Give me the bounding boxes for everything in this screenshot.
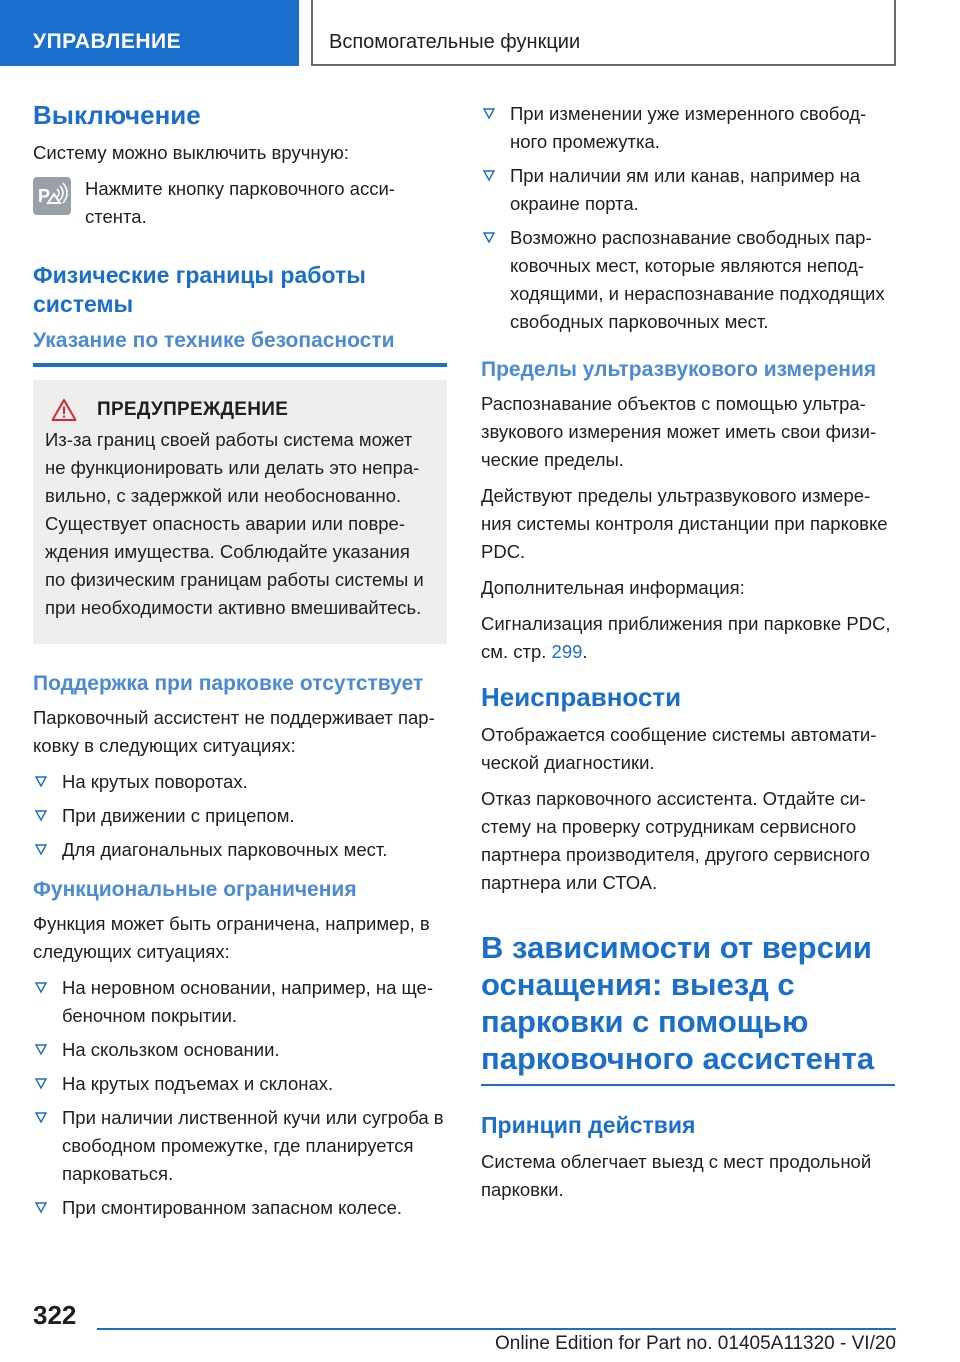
button-instruction xyxy=(33,175,447,231)
paragraph-ultrasonic-4 xyxy=(481,610,895,666)
paragraph-ultrasonic-2: Действуют пределы ультразвукового измере-ния системы контроля дистанции при парковке PDC. xyxy=(481,485,888,562)
heading-switch-off: Выключение xyxy=(33,100,201,130)
warning-text: Из-за границ своей работы система может не функционировать или делать это непра-вильно, с задержкой или необоснованно. Существует опасность аварии или повре-ждения имущества. Соблюдайте указания по физическим границам работы системы и при необходимости активно вмешивайтесь. xyxy=(45,429,424,618)
right-column xyxy=(481,100,895,1212)
warning-header xyxy=(45,398,435,422)
paragraph-ultrasonic-3: Дополнительная информация: xyxy=(481,577,745,598)
list-item-text: Для диагональных парковочных мест. xyxy=(62,839,388,860)
list-item-text: При наличии лиственной кучи или сугроба в свободном промежутке, где планируется парковаться. xyxy=(62,1107,444,1184)
list-item xyxy=(33,1070,447,1098)
list-functional-limits-continued xyxy=(481,100,895,336)
heading-safety-note: Указание по технике безопасности xyxy=(33,327,447,367)
bullet-triangle-icon xyxy=(483,170,495,182)
svg-text:P: P xyxy=(38,186,51,206)
heading-ultrasonic-limits: Пределы ультразвукового измерения xyxy=(481,358,877,381)
list-item-text: При смонтированном запасном колесе. xyxy=(62,1197,403,1218)
list-item-text: На крутых подъемах и склонах. xyxy=(62,1073,334,1094)
heading-exit-parking: В зависимости от версии оснащения: выезд с парковки с помощью парковочного ассистента xyxy=(481,929,895,1086)
list-item-text: При наличии ям или канав, например на окраине порта. xyxy=(510,165,861,214)
warning-title: ПРЕДУПРЕЖДЕНИЕ xyxy=(97,399,289,420)
bullet-triangle-icon xyxy=(35,1202,47,1214)
paragraph-switch-off: Систему можно выключить вручную: xyxy=(33,142,349,163)
heading-principle: Принцип действия xyxy=(481,1112,696,1138)
bullet-triangle-icon xyxy=(35,776,47,788)
list-item xyxy=(33,802,447,830)
parking-assistant-button-icon xyxy=(33,177,71,215)
list-item-text: Возможно распознавание свободных пар-ковочных мест, которые являются непод-ходящими, и нераспознавание подходящих свободных парковочных мест. xyxy=(510,227,885,332)
warning-triangle-icon xyxy=(51,398,77,422)
left-column xyxy=(33,100,447,1234)
list-item xyxy=(481,162,895,218)
list-item xyxy=(33,974,447,1030)
list-item-text: При движении с прицепом. xyxy=(62,805,295,826)
paragraph-malfunctions-1: Отображается сообщение системы автомати-ческой диагностики. xyxy=(481,724,877,773)
list-item-text: При изменении уже измеренного свобод-ного промежутка. xyxy=(510,103,867,152)
bullet-triangle-icon xyxy=(35,1078,47,1090)
list-item xyxy=(33,1036,447,1064)
page-footer xyxy=(0,1290,960,1362)
bullet-triangle-icon xyxy=(35,1044,47,1056)
list-item-text: На скользком основании. xyxy=(62,1039,280,1060)
bullet-triangle-icon xyxy=(35,844,47,856)
paragraph-no-support: Парковочный ассистент не поддерживает пар-ковку в следующих ситуациях: xyxy=(33,707,435,756)
list-item-text: На крутых поворотах. xyxy=(62,771,248,792)
page-number: 322 xyxy=(33,1300,77,1330)
heading-physical-limits: Физические границы работы системы xyxy=(33,262,366,317)
bullet-triangle-icon xyxy=(35,1112,47,1124)
list-item xyxy=(481,100,895,156)
list-no-support xyxy=(33,768,447,864)
heading-malfunctions: Неисправности xyxy=(481,682,682,712)
heading-functional-limits: Функциональные ограничения xyxy=(33,878,357,901)
list-item xyxy=(33,1194,447,1222)
paragraph-principle: Система облегчает выезд с мест продольной парковки. xyxy=(481,1151,872,1200)
bullet-triangle-icon xyxy=(35,982,47,994)
page-reference-link[interactable]: 299 xyxy=(551,641,583,662)
chapter-title[interactable]: Вспомогательные функции xyxy=(311,0,896,66)
cross-reference-end: . xyxy=(582,641,588,662)
paragraph-malfunctions-2: Отказ парковочного ассистента. Отдайте си-стему на проверку сотрудникам сервисного партнера производителя, другого сервисного партнера или СТОА. xyxy=(481,788,870,893)
list-functional-limits xyxy=(33,974,447,1222)
paragraph-functional-limits: Функция может быть ограничена, например, в следующих ситуациях: xyxy=(33,913,430,962)
bullet-triangle-icon xyxy=(35,810,47,822)
bullet-triangle-icon xyxy=(483,232,495,244)
footer-divider xyxy=(97,1328,896,1330)
section-tab[interactable]: УПРАВЛЕНИЕ xyxy=(0,0,299,66)
list-item-text: На неровном основании, например, на ще-беночном покрытии. xyxy=(62,977,434,1026)
bullet-triangle-icon xyxy=(483,108,495,120)
warning-box xyxy=(33,380,447,644)
heading-no-support: Поддержка при парковке отсутствует xyxy=(33,672,424,695)
paragraph-ultrasonic-1: Распознавание объектов с помощью ультра-звукового измерения может иметь свои физи-ческие пределы. xyxy=(481,393,877,470)
list-item xyxy=(33,1104,447,1188)
list-item xyxy=(33,768,447,796)
list-item xyxy=(33,836,447,864)
page-header xyxy=(0,0,960,66)
button-instruction-text: Нажмите кнопку парковочного асси-стента. xyxy=(85,178,395,227)
edition-text: Online Edition for Part no. 01405A11320 - VI/20 xyxy=(494,1333,896,1354)
cross-reference-text: Сигнализация приближения при парковке PDC, см. стр. xyxy=(481,613,891,662)
list-item xyxy=(481,224,895,336)
